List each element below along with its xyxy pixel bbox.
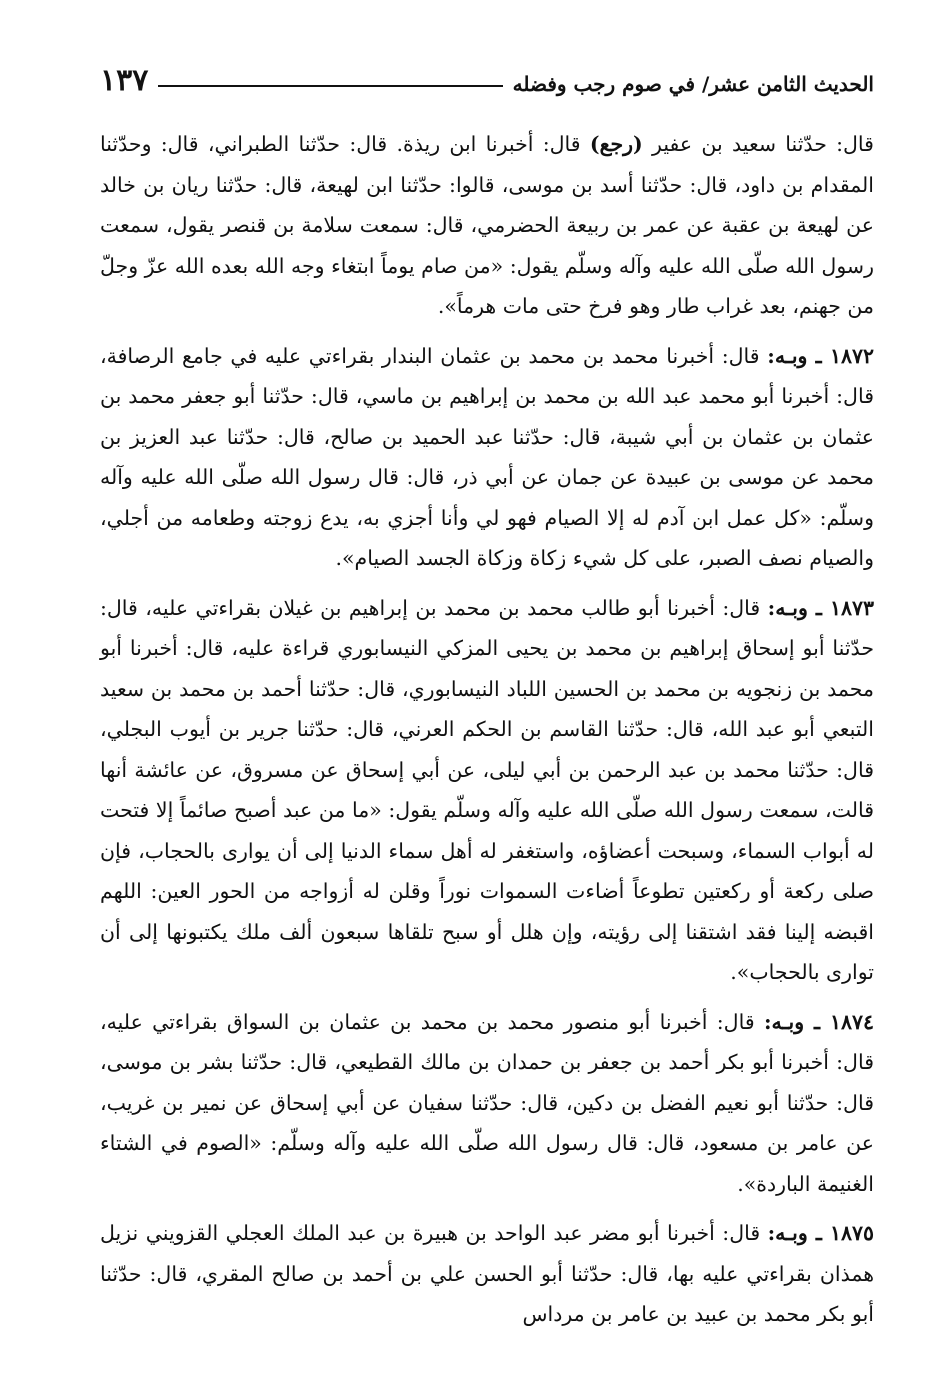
paragraph-text: قال: أخبرنا محمد بن محمد بن عثمان البندار بقراءتي عليه في جامع الرصافة، قال: أخبرنا أبو محمد عبد الله بن محمد بن إبراهيم بن ماسي، قال: حدّثنا أبو جعفر محمد بن عثمان بن عثمان بن أبي شيبة، قال: حدّثنا عبد الحميد بن صالح، قال: حدّثنا عبد العزيز بن محمد عن موسى بن عبيدة عن جمان عن أبي ذر، قال: قال رسول الله صلّى الله عليه وآله وسلّم: «كل عمل ابن آدم له إلا الصيام فهو لي وأنا أجزي به، يدع زوجته وطعامه من أجلي، والصيام نصف الصبر، على كل شيء زكاة وزكاة الجسد الصيام». [100,343,874,570]
paragraph-text: قال: أخبرنا أبو منصور محمد بن محمد بن عثمان بن السواق بقراءتي عليه، قال: أخبرنا أبو بكر أحمد بن جعفر بن حمدان بن مالك القطيعي، قال: حدّثنا بشر بن موسى، قال: حدّثنا أبو نعيم الفضل بن دكين، قال: حدّثنا سفيان عن أبي إسحاق عن نمير بن غريب، عن عامر بن مسعود، قال: قال رسول الله صلّى الله عليه وآله وسلّم: «الصوم في الشتاء الغنيمة الباردة». [100,1009,874,1196]
paragraph-text: قال: أخبرنا ابن ريذة. قال: حدّثنا الطبراني، قال: وحدّثنا المقدام بن داود، قال: حدّثنا أسد بن موسى، قالوا: حدّثنا ابن لهيعة، قال: حدّثنا ريان بن خالد عن لهيعة بن عقبة عن عمر بن ربيعة الحضرمي، قال: سمعت سلامة بن قنصر يقول، سمعت رسول الله صلّى الله عليه وآله وسلّم يقول: «من صام يوماً ابتغاء وجه الله بعده الله عزّ وجلّ من جهنم، بعد غراب طار وهو فرخ حتى مات هرماً». [100,132,874,318]
hadith-number: ١٨٧٣ ـ وبـه: [767,595,875,620]
header-rule [158,85,502,87]
return-marker: (رجع) [589,132,643,156]
hadith-1872 [100,336,874,579]
paragraph-text: قال: أخبرنا أبو مضر عبد الواحد بن هبيرة بن عبد الملك العجلي القزويني نزيل همذان بقراءتي عليه بها، قال: حدّثنا أبو الحسن علي بن أحمد بن صالح المقري، قال: حدّثنا أبو بكر محمد بن عبيد بن عامر بن مرداس [100,1221,874,1326]
hadith-1873 [100,588,874,993]
running-header [100,52,874,96]
hadith-number: ١٨٧٤ ـ وبـه: [763,1009,875,1034]
hadith-number: ١٨٧٥ ـ وبـه: [767,1221,874,1245]
paragraph-continuation [100,124,874,327]
hadith-1874 [100,1002,874,1205]
hadith-number: ١٨٧٢ ـ وبـه: [767,343,874,368]
page-number: ١٣٧ [100,63,149,98]
paragraph-text: قال: حدّثنا سعيد بن عفير [642,132,874,156]
hadith-1875 [100,1213,874,1335]
paragraph-text: قال: أخبرنا أبو طالب محمد بن محمد بن إبراهيم بن غيلان بقراءتي عليه، قال: حدّثنا أبو إسحاق إبراهيم بن محمد بن يحيى المزكي النيسابوري قراءة عليه، قال: أخبرنا أبو محمد بن زنجويه بن محمد بن الحسين اللباد النيسابوري، قال: حدّثنا أحمد بن محمد بن سعيد التبعي أبو عبد الله، قال: حدّثنا القاسم بن الحكم العرني، قال: حدّثنا جرير بن أيوب البجلي، قال: حدّثنا محمد بن عبد الرحمن بن أبي ليلى، عن أبي إسحاق عن مسروق، عن عائشة أنها قالت، سمعت رسول الله صلّى الله عليه وآله وسلّم يقول: «ما من عبد أصبح صائماً إلا فتحت له أبواب السماء، وسبحت أعضاؤه، واستغفر له أهل سماء الدنيا إلى أن يوارى بالحجاب، فإن صلى ركعة أو ركعتين تطوعاً أضاءت السموات نوراً وقلن له أزواجه من الحور العين: اللهم اقبضه إلينا فقد اشتقنا إلى رؤيته، وإن هلل أو سبح تلقاها سبعون ألف ملك يكتبونها إلى أن توارى بالحجاب». [100,595,874,984]
running-title: الحديث الثامن عشر/ في صوم رجب وفضله [512,72,874,96]
